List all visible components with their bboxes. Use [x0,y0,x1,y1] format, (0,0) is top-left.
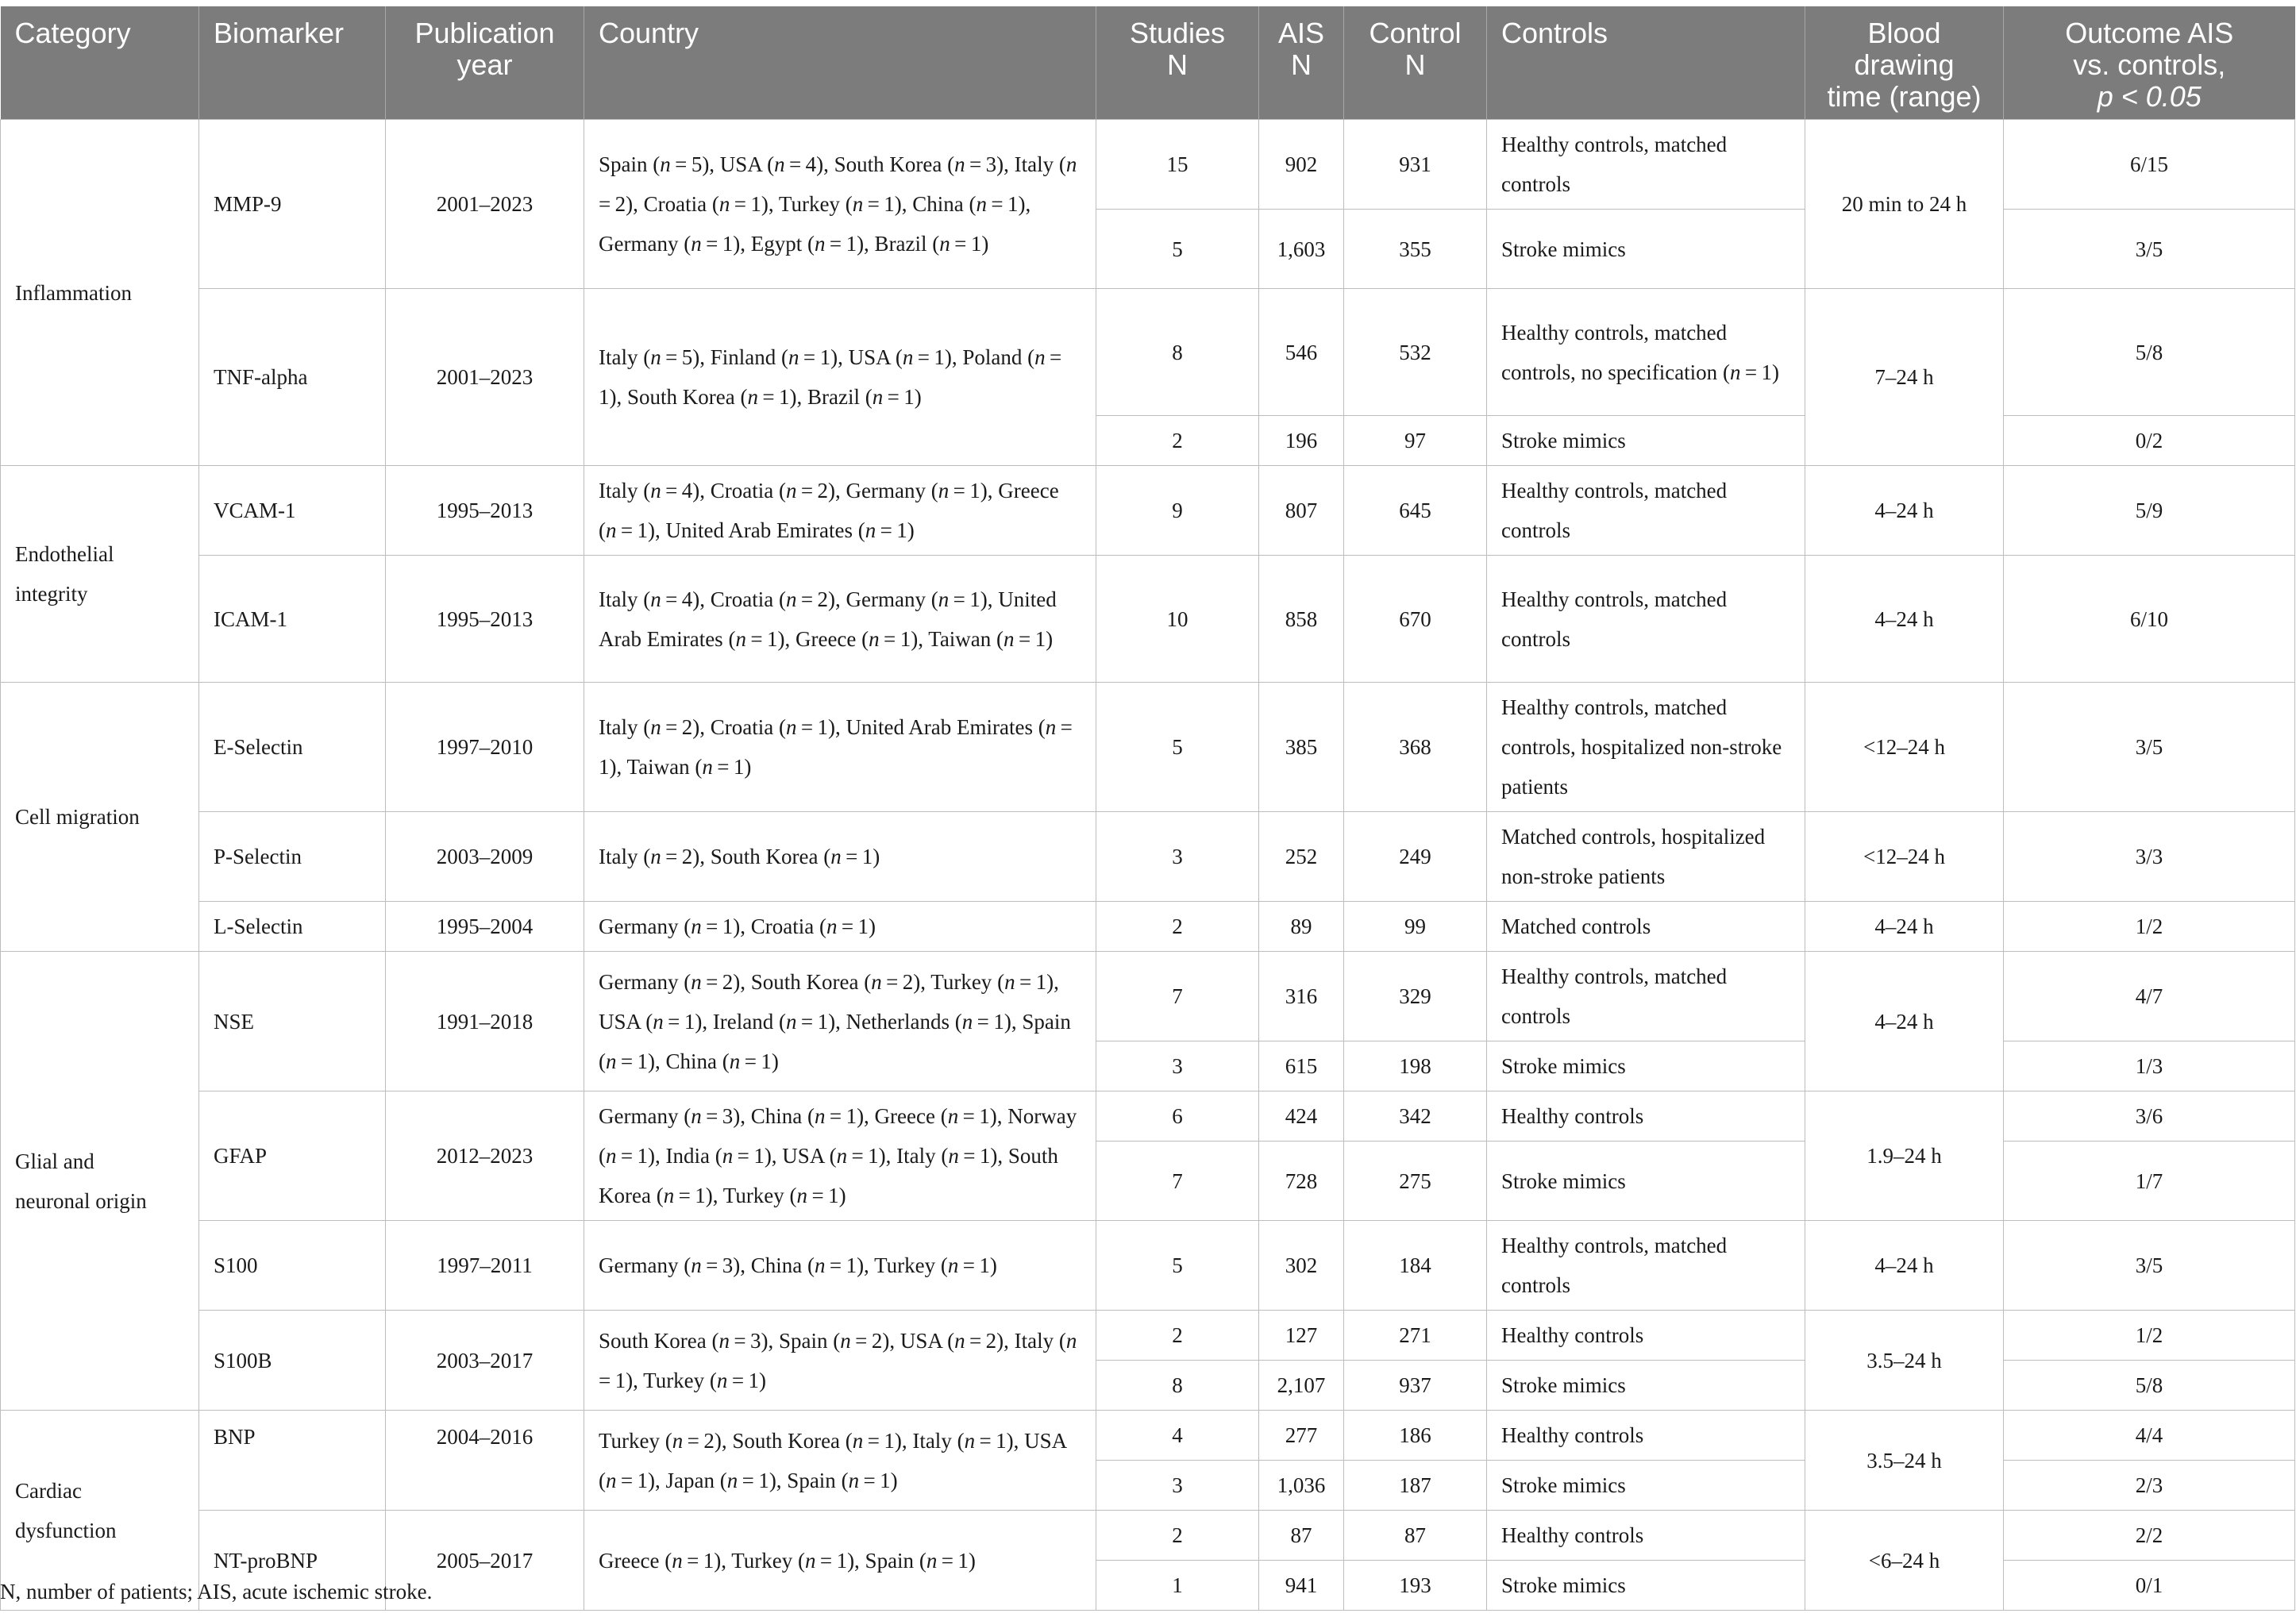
ais-cell: 902 [1259,120,1344,210]
ais-cell: 277 [1259,1411,1344,1461]
studies-cell: 8 [1096,1361,1259,1411]
table-footnote: N, number of patients; AIS, acute ischemic stroke. [0,1580,433,1604]
studies-cell: 3 [1096,812,1259,902]
studies-cell: 15 [1096,120,1259,210]
header-studies-line2: N [1167,48,1188,81]
table-row [1,466,2295,556]
outcome-cell: 0/2 [2004,416,2295,466]
studies-cell: 7 [1096,952,1259,1041]
year-cell: 2003–2017 [386,1311,584,1411]
header-studies-line1: Studies [1129,17,1226,49]
header-row [1,6,2295,120]
header-outcome [2004,6,2295,120]
control-n-cell: 931 [1344,120,1487,210]
table-row [1,1091,2295,1142]
header-controls: Controls [1487,6,1805,120]
controls-cell: Stroke mimics [1487,1041,1805,1091]
controls-cell: Healthy controls, matched controls [1487,952,1805,1041]
outcome-cell: 4/4 [2004,1411,2295,1461]
header-outcome-line3: p < 0.05 [2097,80,2202,113]
outcome-cell: 3/5 [2004,210,2295,289]
control-n-cell: 87 [1344,1511,1487,1561]
controls-cell: Stroke mimics [1487,1561,1805,1611]
biomarker-table-container [0,6,2296,1611]
biomarker-cell: NT-proBNP [199,1511,386,1611]
category-cell-endothelial [1,466,199,683]
controls-cell: Healthy controls, matched controls [1487,466,1805,556]
table-row [1,683,2295,812]
control-n-cell: 271 [1344,1311,1487,1361]
ais-cell: 807 [1259,466,1344,556]
country-cell: Italy (n = 4), Croatia (n = 2), Germany (n = 1), Greece (n = 1), United Arab Emirates (n = 1) [584,466,1096,556]
header-control-line2: N [1404,48,1426,81]
control-n-cell: 249 [1344,812,1487,902]
studies-cell: 9 [1096,466,1259,556]
country-cell: Greece (n = 1), Turkey (n = 1), Spain (n = 1) [584,1511,1096,1611]
controls-cell: Healthy controls, matched controls, no specification (n = 1) [1487,289,1805,416]
header-publication-year [386,6,584,120]
studies-cell: 2 [1096,902,1259,952]
studies-cell: 5 [1096,210,1259,289]
year-cell: 1991–2018 [386,952,584,1091]
year-cell: 1995–2013 [386,556,584,683]
year-cell: 2004–2016 [386,1411,584,1511]
year-cell: 2012–2023 [386,1091,584,1221]
controls-cell: Healthy controls [1487,1411,1805,1461]
ais-cell: 89 [1259,902,1344,952]
controls-cell: Stroke mimics [1487,1461,1805,1511]
ais-cell: 941 [1259,1561,1344,1611]
header-country: Country [584,6,1096,120]
biomarker-table [0,6,2295,1611]
outcome-cell: 6/10 [2004,556,2295,683]
header-category: Category [1,6,199,120]
controls-cell: Matched controls, hospitalized non-stroke patients [1487,812,1805,902]
header-outcome-line1: Outcome AIS [2065,17,2234,49]
table-row [1,120,2295,210]
category-glial-line2: neuronal origin [15,1188,147,1213]
time-cell: <6–24 h [1805,1511,2004,1611]
category-cardiac-line1: Cardiac [15,1478,82,1503]
time-cell: 3.5–24 h [1805,1411,2004,1511]
control-n-cell: 342 [1344,1091,1487,1142]
studies-cell: 5 [1096,1221,1259,1311]
control-n-cell: 97 [1344,416,1487,466]
ais-cell: 316 [1259,952,1344,1041]
studies-cell: 6 [1096,1091,1259,1142]
control-n-cell: 329 [1344,952,1487,1041]
controls-cell: Healthy controls [1487,1091,1805,1142]
time-cell: 4–24 h [1805,902,2004,952]
controls-cell: Stroke mimics [1487,210,1805,289]
ais-cell: 546 [1259,289,1344,416]
header-studies [1096,6,1259,120]
header-blood-drawing [1805,6,2004,120]
outcome-cell: 3/6 [2004,1091,2295,1142]
outcome-cell: 3/5 [2004,1221,2295,1311]
year-cell: 2003–2009 [386,812,584,902]
biomarker-cell: S100B [199,1311,386,1411]
studies-cell: 2 [1096,1511,1259,1561]
time-cell: 4–24 h [1805,1221,2004,1311]
controls-cell: Healthy controls, matched controls [1487,1221,1805,1311]
controls-cell: Stroke mimics [1487,1142,1805,1221]
biomarker-cell: L-Selectin [199,902,386,952]
control-n-cell: 193 [1344,1561,1487,1611]
header-ais [1259,6,1344,120]
year-cell: 1997–2011 [386,1221,584,1311]
studies-cell: 3 [1096,1461,1259,1511]
time-cell: 7–24 h [1805,289,2004,466]
outcome-cell: 3/5 [2004,683,2295,812]
country-cell: Turkey (n = 2), South Korea (n = 1), Italy (n = 1), USA (n = 1), Japan (n = 1), Spain (n = 1) [584,1411,1096,1511]
country-cell: Germany (n = 1), Croatia (n = 1) [584,902,1096,952]
time-cell: 4–24 h [1805,556,2004,683]
control-n-cell: 198 [1344,1041,1487,1091]
category-glial-line1: Glial and [15,1149,94,1173]
ais-cell: 87 [1259,1511,1344,1561]
outcome-cell: 2/3 [2004,1461,2295,1511]
country-cell: Italy (n = 2), South Korea (n = 1) [584,812,1096,902]
ais-cell: 385 [1259,683,1344,812]
studies-cell: 5 [1096,683,1259,812]
outcome-cell: 5/8 [2004,289,2295,416]
control-n-cell: 99 [1344,902,1487,952]
header-control-line1: Control [1369,17,1462,49]
table-row [1,1221,2295,1311]
studies-cell: 2 [1096,1311,1259,1361]
year-cell: 2005–2017 [386,1511,584,1611]
biomarker-cell: ICAM-1 [199,556,386,683]
biomarker-cell: GFAP [199,1091,386,1221]
table-row [1,952,2295,1041]
control-n-cell: 275 [1344,1142,1487,1221]
time-cell: <12–24 h [1805,812,2004,902]
category-cell-cell-migration: Cell migration [1,683,199,952]
outcome-cell: 3/3 [2004,812,2295,902]
year-cell: 1997–2010 [386,683,584,812]
ais-cell: 127 [1259,1311,1344,1361]
header-ais-line1: AIS [1277,17,1325,49]
studies-cell: 1 [1096,1561,1259,1611]
biomarker-cell: VCAM-1 [199,466,386,556]
outcome-cell: 5/8 [2004,1361,2295,1411]
ais-cell: 615 [1259,1041,1344,1091]
year-cell: 2001–2023 [386,289,584,466]
year-cell: 1995–2013 [386,466,584,556]
table-body [1,120,2295,1611]
controls-cell: Healthy controls [1487,1311,1805,1361]
control-n-cell: 532 [1344,289,1487,416]
header-ais-line2: N [1291,48,1312,81]
control-n-cell: 187 [1344,1461,1487,1511]
controls-cell: Matched controls [1487,902,1805,952]
table-row [1,812,2295,902]
country-cell: Germany (n = 3), China (n = 1), Turkey (n = 1) [584,1221,1096,1311]
studies-cell: 10 [1096,556,1259,683]
studies-cell: 2 [1096,416,1259,466]
ais-cell: 858 [1259,556,1344,683]
country-cell: Germany (n = 3), China (n = 1), Greece (n = 1), Norway (n = 1), India (n = 1), USA (n = 1), Italy (n = 1), South Korea (n = 1), Turkey (n = 1) [584,1091,1096,1221]
biomarker-cell: NSE [199,952,386,1091]
studies-cell: 8 [1096,289,1259,416]
table-row [1,556,2295,683]
controls-cell: Healthy controls, matched controls [1487,120,1805,210]
country-cell: Italy (n = 5), Finland (n = 1), USA (n = 1), Poland (n = 1), South Korea (n = 1), Brazil (n = 1) [584,289,1096,466]
table-row [1,1311,2295,1361]
control-n-cell: 368 [1344,683,1487,812]
time-cell: 1.9–24 h [1805,1091,2004,1221]
header-biomarker: Biomarker [199,6,386,120]
table-row [1,902,2295,952]
controls-cell: Stroke mimics [1487,1361,1805,1411]
time-cell: <12–24 h [1805,683,2004,812]
ais-cell: 1,603 [1259,210,1344,289]
category-cell-glial [1,952,199,1411]
outcome-cell: 2/2 [2004,1511,2295,1561]
control-n-cell: 355 [1344,210,1487,289]
biomarker-cell: BNP [199,1411,386,1511]
studies-cell: 3 [1096,1041,1259,1091]
controls-cell: Healthy controls, matched controls [1487,556,1805,683]
header-publication-year-line2: year [457,48,513,81]
table-row [1,1411,2295,1461]
biomarker-cell: MMP-9 [199,120,386,289]
time-cell: 3.5–24 h [1805,1311,2004,1411]
control-n-cell: 937 [1344,1361,1487,1411]
ais-cell: 302 [1259,1221,1344,1311]
outcome-cell: 1/2 [2004,902,2295,952]
ais-cell: 1,036 [1259,1461,1344,1511]
header-blood-line1: Blood [1867,17,1941,49]
country-cell: Italy (n = 4), Croatia (n = 2), Germany (n = 1), United Arab Emirates (n = 1), Greece (n = 1), Taiwan (n = 1) [584,556,1096,683]
year-cell: 2001–2023 [386,120,584,289]
country-cell: South Korea (n = 3), Spain (n = 2), USA (n = 2), Italy (n = 1), Turkey (n = 1) [584,1311,1096,1411]
outcome-cell: 1/7 [2004,1142,2295,1221]
control-n-cell: 184 [1344,1221,1487,1311]
biomarker-cell: E-Selectin [199,683,386,812]
table-row [1,1511,2295,1561]
time-cell: 20 min to 24 h [1805,120,2004,289]
table-header [1,6,2295,120]
outcome-cell: 6/15 [2004,120,2295,210]
time-cell: 4–24 h [1805,952,2004,1091]
category-endothelial-line1: Endothelial [15,542,114,566]
biomarker-cell: S100 [199,1221,386,1311]
header-blood-line3: time (range) [1827,80,1982,113]
year-cell: 1995–2004 [386,902,584,952]
header-control-n [1344,6,1487,120]
outcome-cell: 1/3 [2004,1041,2295,1091]
category-endothelial-line2: integrity [15,582,88,606]
header-blood-line2: drawing [1854,48,1955,81]
biomarker-cell: TNF-alpha [199,289,386,466]
category-cardiac-line2: dysfunction [15,1518,117,1542]
country-cell: Spain (n = 5), USA (n = 4), South Korea (n = 3), Italy (n = 2), Croatia (n = 1), Turkey (n = 1), China (n = 1), Germany (n = 1), Egypt (n = 1), Brazil (n = 1) [584,120,1096,289]
studies-cell: 4 [1096,1411,1259,1461]
outcome-cell: 4/7 [2004,952,2295,1041]
controls-cell: Healthy controls [1487,1511,1805,1561]
ais-cell: 196 [1259,416,1344,466]
outcome-cell: 0/1 [2004,1561,2295,1611]
ais-cell: 728 [1259,1142,1344,1221]
ais-cell: 2,107 [1259,1361,1344,1411]
control-n-cell: 645 [1344,466,1487,556]
outcome-cell: 1/2 [2004,1311,2295,1361]
control-n-cell: 186 [1344,1411,1487,1461]
outcome-cell: 5/9 [2004,466,2295,556]
header-publication-year-line1: Publication [414,17,555,49]
header-outcome-line2: vs. controls, [2073,48,2226,81]
studies-cell: 7 [1096,1142,1259,1221]
country-cell: Italy (n = 2), Croatia (n = 1), United Arab Emirates (n = 1), Taiwan (n = 1) [584,683,1096,812]
country-cell: Germany (n = 2), South Korea (n = 2), Turkey (n = 1), USA (n = 1), Ireland (n = 1), Netherlands (n = 1), Spain (n = 1), China (n = 1) [584,952,1096,1091]
biomarker-cell: P-Selectin [199,812,386,902]
controls-cell: Stroke mimics [1487,416,1805,466]
controls-cell: Healthy controls, matched controls, hospitalized non-stroke patients [1487,683,1805,812]
ais-cell: 252 [1259,812,1344,902]
time-cell: 4–24 h [1805,466,2004,556]
category-cell-inflammation: Inflammation [1,120,199,466]
control-n-cell: 670 [1344,556,1487,683]
ais-cell: 424 [1259,1091,1344,1142]
table-row [1,289,2295,416]
